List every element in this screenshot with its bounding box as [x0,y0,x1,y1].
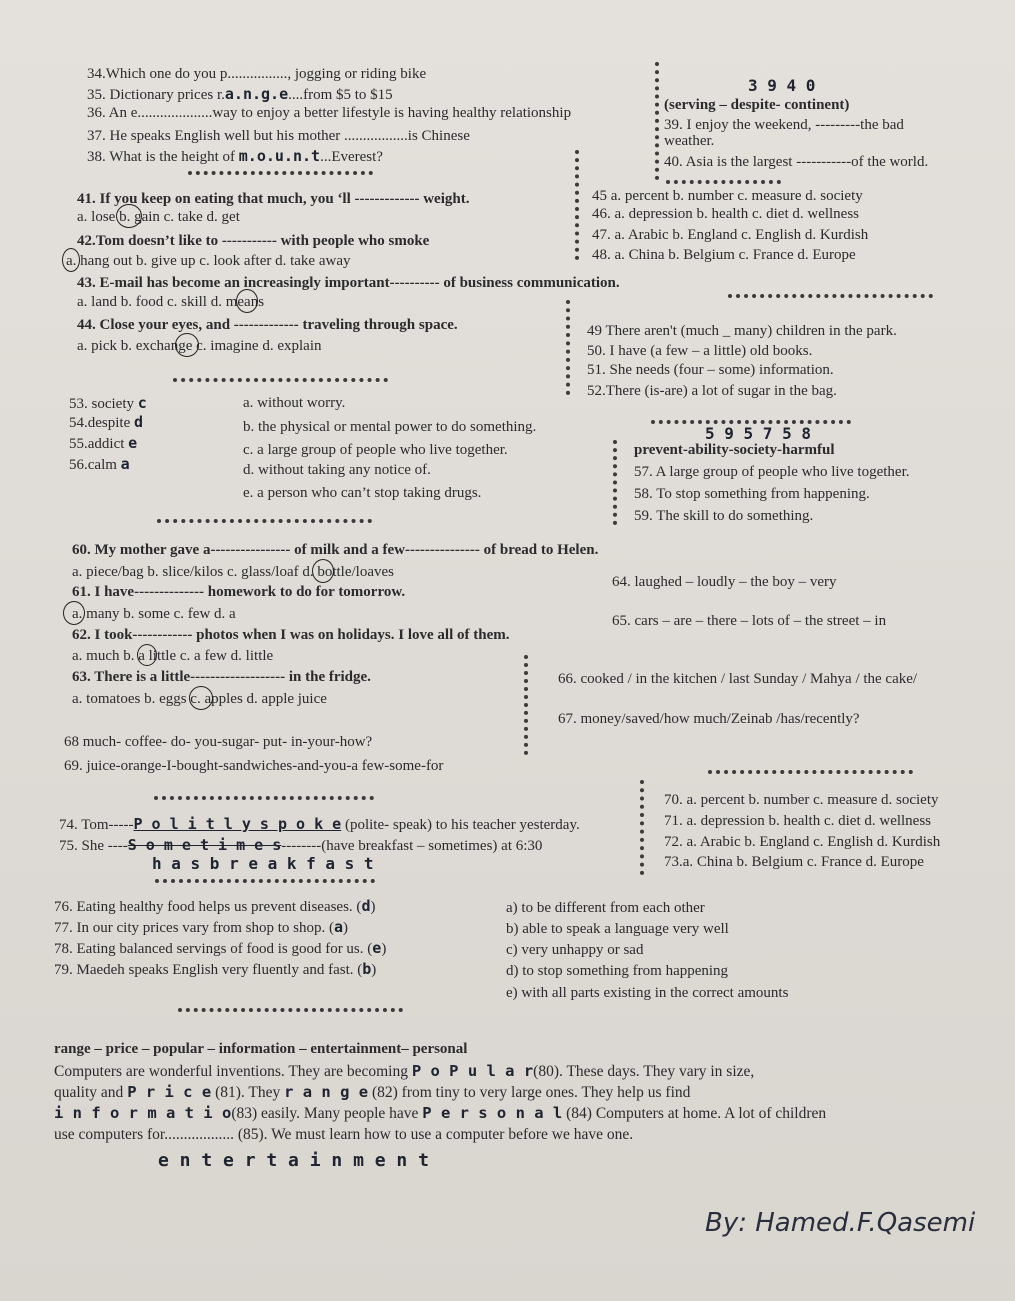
answer-76: d [361,897,371,915]
answer-55: e [128,434,138,452]
answer-75-line2: h a s b r e a k f a s t [152,854,374,873]
answer-circle [62,248,80,272]
divider-vertical [524,655,528,755]
answer-53: c [137,394,147,412]
match-b: b) able to speak a language very well [506,921,729,937]
question-58: 58. To stop something from happening. [634,486,870,502]
question-61-options: a. many b. some c. few d. a [72,606,236,622]
question-47: 47. a. Arabic b. England c. English d. Kurdish [592,227,869,243]
question-79-close: ) [371,962,377,978]
answer-74: P o l i t l y s p o k e [133,815,342,833]
question-43: 43. E-mail has become an increasingly important---------- of business communication. [77,275,620,291]
question-61: 61. I have-------------- homework to do for tomorrow. [72,584,406,600]
paragraph-text: quality and [54,1084,124,1101]
answer-83: i n f o r m a t i o [54,1104,232,1122]
question-64: 64. laughed – loudly – the boy – very [612,574,837,590]
paragraph-line-4: use computers for.................. (85). We must learn how to use a computer before we have one. [54,1126,634,1143]
divider [154,796,374,800]
question-74 [59,815,580,834]
question-35-text: 35. Dictionary prices r. [87,87,225,103]
question-78 [54,939,386,958]
question-55-text: 55.addict [69,436,125,452]
question-35-rest: ....from $5 to $15 [288,87,393,103]
divider [666,180,781,184]
answer-56: a [120,455,130,473]
answer-38: m.o.u.n.t [238,147,321,165]
divider-vertical [566,300,570,395]
question-60: 60. My mother gave a---------------- of milk and a few--------------- of bread to Helen. [72,542,599,558]
definition-c: c. a large group of people who live together. [243,442,508,458]
question-38 [87,147,383,166]
question-42-options: a. hang out b. give up c. look after d. take away [66,253,351,269]
question-42: 42.Tom doesn’t like to ----------- with people who smoke [77,233,430,249]
question-74-text: 74. Tom----- [59,817,134,833]
answer-84: P e r s o n a l [422,1104,563,1122]
question-62: 62. I took------------ photos when I was on holidays. I love all of them. [72,627,510,643]
question-62-options: a. much b. a little c. a few d. little [72,648,274,664]
match-d: d) to stop something from happening [506,963,729,979]
question-63-options: a. tomatoes b. eggs c. apples d. apple juice [72,691,327,707]
divider [173,378,388,382]
paragraph-line-3 [54,1103,954,1124]
question-53 [69,394,147,413]
answer-78: e [372,939,382,957]
paragraph-text: (80). These days. They vary in size, [533,1063,755,1080]
question-59: 59. The skill to do something. [634,508,814,524]
question-53-text: 53. society [69,396,134,412]
question-46: 46. a. depression b. health c. diet d. wellness [592,206,860,222]
handwritten-numbers: 3 9 4 0 [748,76,816,95]
divider-vertical [575,150,579,260]
word-box-2: prevent-ability-society-harmful [634,442,835,458]
question-34: 34.Which one do you p................, jogging or riding bike [87,66,427,82]
question-48: 48. a. China b. Belgium c. France d. Europe [592,247,856,263]
question-36: 36. An e....................way to enjoy a better lifestyle is having healthy relationship [87,105,572,121]
question-38-text: 38. What is the height of [87,149,236,165]
question-54-text: 54.despite [69,415,131,431]
divider [155,879,375,883]
word-box-1: (serving – despite- continent) [664,97,850,113]
answer-82: r a n g e [284,1083,369,1101]
question-50: 50. I have (a few – a little) old books. [587,343,813,359]
answer-79: b [362,960,372,978]
question-44-options: a. pick b. exchange c. imagine d. explain [77,338,322,354]
question-76 [54,897,375,916]
question-67: 67. money/saved/how much/Zeinab /has/recently? [558,711,860,727]
question-56 [69,455,130,474]
paragraph-text: (81). They [215,1084,281,1101]
divider [708,770,913,774]
match-c: c) very unhappy or sad [506,942,644,958]
answer-80: P o P u l a r [411,1062,534,1080]
divider [728,294,933,298]
question-73: 73.a. China b. Belgium c. France d. Europe [664,854,924,870]
question-76-close: ) [370,899,376,915]
handwritten-numbers-2: 5 9 5 7 5 8 [705,424,811,443]
divider-vertical [613,440,617,525]
answer-35: a.n.g.e [224,85,289,103]
question-77-text: 77. In our city prices vary from shop to shop. ( [54,920,334,936]
question-63: 63. There is a little------------------- in the fridge. [72,669,371,685]
question-71: 71. a. depression b. health c. diet d. wellness [664,813,932,829]
question-39-cont: weather. [664,133,715,149]
answer-75: S o m e t i m e s [127,836,282,854]
author-signature: By: Hamed.F.Qasemi [705,1208,976,1238]
word-bank: range – price – popular – information – entertainment– personal [54,1041,468,1057]
divider-vertical [655,62,659,180]
question-38-rest: ...Everest? [320,149,383,165]
paragraph-text: (83) easily. Many people have [231,1105,419,1122]
paragraph-text: (84) Computers at home. A lot of children [566,1105,827,1122]
answer-77: a [333,918,343,936]
answer-circle [189,686,213,710]
question-41-options: a. lose b. gain c. take d. get [77,209,240,225]
question-68: 68 much- coffee- do- you-sugar- put- in-your-how? [64,734,373,750]
question-60-options: a. piece/bag b. slice/kilos c. glass/loaf d. bottle/loaves [72,564,394,580]
question-55 [69,434,137,453]
question-41: 41. If you keep on eating that much, you ‘ll ------------- weight. [77,191,470,207]
answer-circle [312,559,334,583]
answer-circle [175,333,199,357]
question-66: 66. cooked / in the kitchen / last Sunday / Mahya / the cake/ [558,671,918,687]
question-77 [54,918,348,937]
answer-circle [116,204,142,228]
question-75 [59,836,542,855]
question-56-text: 56.calm [69,457,117,473]
cloze-paragraph [54,1061,954,1145]
question-49: 49 There aren't (much _ many) children in the park. [587,323,897,339]
definition-e: e. a person who can’t stop taking drugs. [243,485,482,501]
answer-54: d [134,413,144,431]
paragraph-line-1 [54,1061,954,1082]
question-39: 39. I enjoy the weekend, ---------the bad [664,117,904,133]
definition-a: a. without worry. [243,395,346,411]
question-79-text: 79. Maedeh speaks English very fluently and fast. ( [54,962,363,978]
question-69: 69. juice-orange-I-bought-sandwiches-and-you-a few-some-for [64,758,444,774]
question-51: 51. She needs (four – some) information. [587,362,834,378]
question-57: 57. A large group of people who live together. [634,464,910,480]
question-52: 52.There (is-are) a lot of sugar in the bag. [587,383,837,399]
question-78-text: 78. Eating balanced servings of food is good for us. ( [54,941,373,957]
question-40: 40. Asia is the largest -----------of the world. [664,154,929,170]
question-65: 65. cars – are – there – lots of – the street – in [612,613,887,629]
divider-vertical [640,780,644,875]
question-43-options: a. land b. food c. skill d. means [77,294,265,310]
question-76-text: 76. Eating healthy food helps us prevent diseases. ( [54,899,362,915]
answer-81: P r i c e [127,1083,212,1101]
answer-circle [236,289,258,313]
question-75-rest: --------(have breakfast – sometimes) at 6:30 [281,838,543,854]
definition-b: b. the physical or mental power to do something. [243,419,537,435]
question-44: 44. Close your eyes, and ------------- traveling through space. [77,317,458,333]
question-74-rest: (polite- speak) to his teacher yesterday. [344,817,580,833]
question-78-close: ) [381,941,387,957]
question-77-close: ) [342,920,348,936]
answer-85: e n t e r t a i n m e n t [158,1150,429,1171]
paragraph-text: Computers are wonderful inventions. They are becoming [54,1063,408,1080]
question-37: 37. He speaks English well but his mother .................is Chinese [87,128,470,144]
paragraph-text: (82) from tiny to very large ones. They help us find [371,1084,691,1101]
answer-circle [137,644,157,666]
question-54 [69,413,143,432]
question-70: 70. a. percent b. number c. measure d. society [664,792,939,808]
match-e: e) with all parts existing in the correct amounts [506,985,789,1001]
question-79 [54,960,376,979]
question-72: 72. a. Arabic b. England c. English d. Kurdish [664,834,941,850]
divider [188,171,373,175]
question-35 [87,85,393,104]
paragraph-line-2 [54,1082,954,1103]
match-a: a) to be different from each other [506,900,705,916]
question-45: 45 a. percent b. number c. measure d. society [592,188,863,204]
answer-circle [63,601,85,625]
question-75-text: 75. She ---- [59,838,128,854]
divider [178,1008,403,1012]
divider [157,519,372,523]
definition-d: d. without taking any notice of. [243,462,431,478]
